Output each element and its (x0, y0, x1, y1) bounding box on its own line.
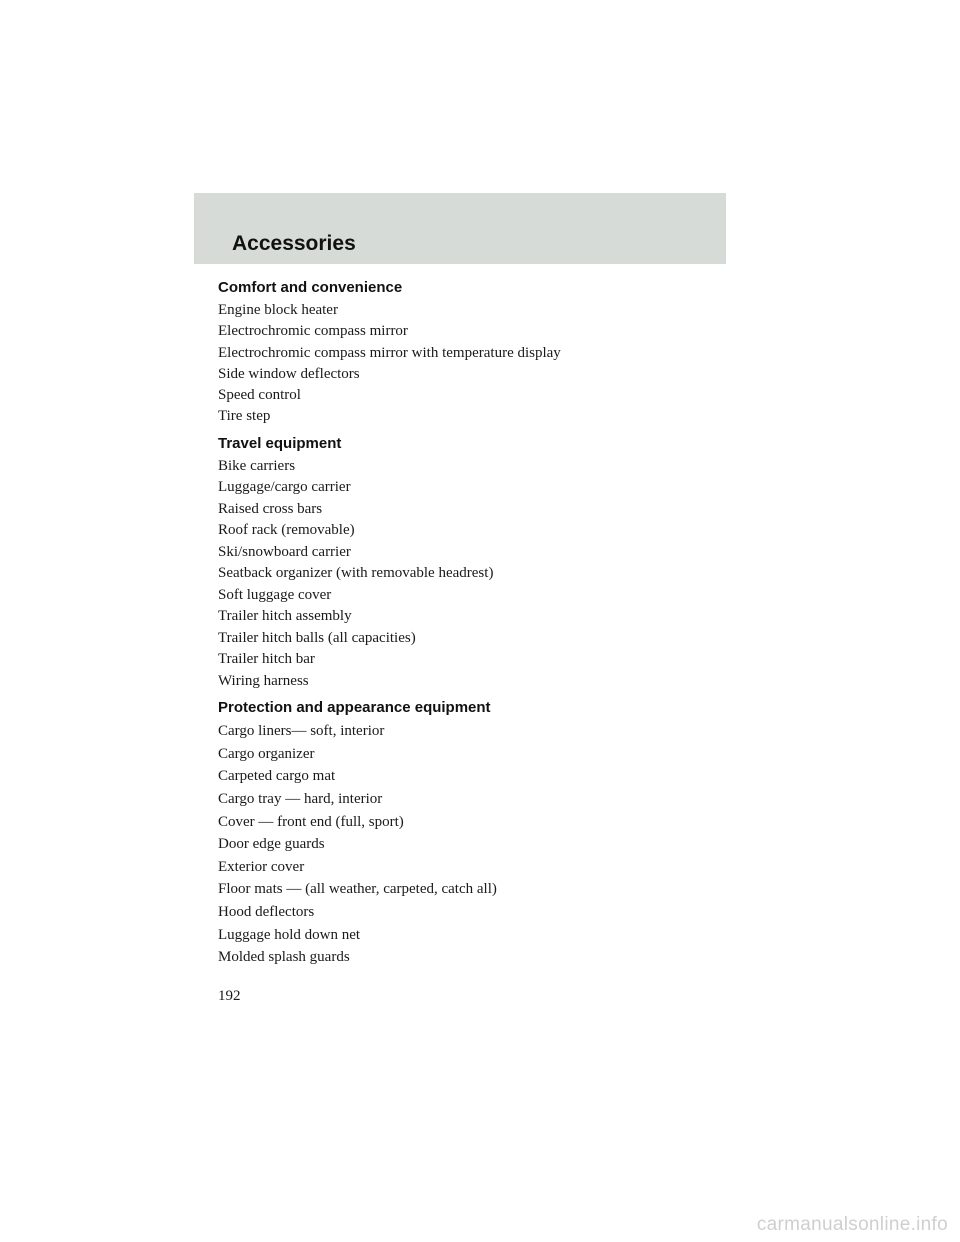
list-item: Molded splash guards (218, 949, 350, 966)
list-item: Door edge guards (218, 836, 325, 853)
list-item: Raised cross bars (218, 500, 323, 517)
list-item: Wiring harness (218, 672, 309, 689)
item-list (218, 456, 758, 693)
accessories-content (218, 278, 758, 975)
section-heading: Travel equipment (218, 434, 342, 452)
list-item: Soft luggage cover (218, 586, 332, 603)
list-item: Luggage hold down net (218, 926, 361, 943)
section-heading: Comfort and convenience (218, 279, 403, 296)
section-header-band (194, 193, 726, 264)
list-item: Luggage/cargo carrier (218, 479, 351, 496)
list-item: Ski/snowboard carrier (218, 543, 351, 560)
list-item: Seatback organizer (with removable headrest) (218, 565, 494, 582)
list-item: Cargo liners— soft, interior (218, 723, 385, 740)
list-item: Carpeted cargo mat (218, 768, 336, 785)
list-item: Engine block heater (218, 302, 338, 318)
item-list (218, 300, 758, 428)
watermark-text: carmanualsonline.info (756, 1214, 948, 1235)
page-number: 192 (218, 988, 241, 1004)
section-protection-and-appearance (218, 698, 758, 969)
list-item: Cargo tray — hard, interior (218, 791, 383, 808)
page-title: Accessories (232, 232, 356, 255)
list-item: Bike carriers (218, 457, 296, 474)
list-item: Trailer hitch bar (218, 651, 315, 668)
item-list (218, 720, 758, 969)
list-item: Tire step (218, 408, 271, 425)
list-item: Electrochromic compass mirror with temperature display (218, 344, 561, 361)
list-item: Side window deflectors (218, 365, 360, 382)
list-item: Exterior cover (218, 858, 305, 875)
section-travel-equipment (218, 434, 758, 693)
list-item: Cover — front end (full, sport) (218, 813, 404, 830)
list-item: Trailer hitch assembly (218, 608, 352, 625)
list-item: Floor mats — (all weather, carpeted, catch all) (218, 881, 497, 898)
section-heading: Protection and appearance equipment (218, 699, 491, 717)
list-item: Electrochromic compass mirror (218, 323, 408, 340)
list-item: Speed control (218, 387, 301, 404)
list-item: Hood deflectors (218, 904, 315, 921)
list-item: Cargo organizer (218, 745, 315, 762)
list-item: Roof rack (removable) (218, 522, 355, 539)
section-comfort-and-convenience (218, 278, 758, 428)
list-item: Trailer hitch balls (all capacities) (218, 629, 416, 646)
